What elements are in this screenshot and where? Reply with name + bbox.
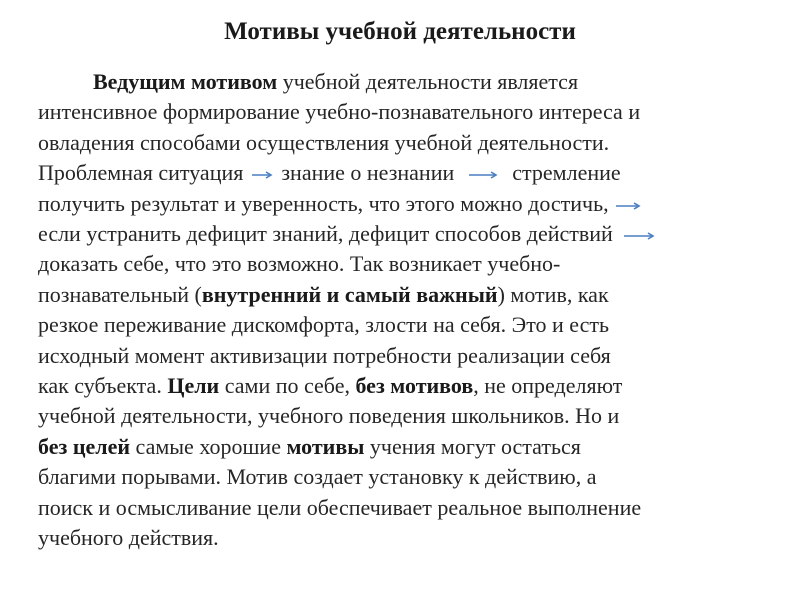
text-line-6 (38, 219, 788, 249)
text-line-1 (38, 67, 788, 97)
arrow-right-icon (468, 170, 498, 180)
text-fragment: знание о незнании (281, 160, 455, 186)
text-line-11 (38, 371, 788, 401)
body-text (38, 67, 788, 554)
text-line-15: поиск и осмысливание цели обеспечивает реальное выполнение (38, 494, 642, 520)
text-line-2: интенсивное формирование учебно-познавательного интереса и (38, 99, 641, 125)
text-fragment: ) мотив, как (497, 281, 609, 307)
text-line-16: учебного действия. (38, 525, 219, 551)
text-fragment: учения могут остаться (364, 433, 581, 459)
text-fragment: сами по себе, (219, 373, 356, 399)
text-line-13 (38, 432, 788, 462)
text-fragment: как субъекта. (38, 373, 168, 399)
text-line-3: овладения способами осуществления учебной деятельности. (38, 129, 610, 155)
text-fragment: учебной деятельности является (277, 69, 579, 94)
text-line-8 (38, 280, 788, 310)
arrow-right-icon (615, 201, 641, 211)
bold-goals: Цели (167, 373, 220, 399)
text-line-7: доказать себе, что это возможно. Так возникает учебно- (38, 251, 561, 277)
text-line-14: благими порывами. Мотив создает установку к действию, а (38, 464, 597, 490)
bold-leading-motive: Ведущим мотивом (93, 69, 278, 94)
text-fragment: познавательный ( (38, 281, 202, 307)
text-line-10: исходный момент активизации потребности реализации себя (38, 342, 611, 368)
text-fragment: самые хорошие (130, 433, 287, 459)
bold-without-motives: без мотивов (355, 373, 474, 399)
text-fragment: получить результат и уверенность, что этого можно достичь, (38, 190, 609, 216)
text-fragment: , не определяют (473, 373, 623, 399)
text-line-5 (38, 189, 788, 219)
bold-without-goals: без целей (38, 433, 131, 459)
text-line-4 (38, 158, 788, 188)
text-fragment: Проблемная ситуация (38, 160, 244, 186)
arrow-right-icon (251, 170, 273, 180)
bold-inner-motive: внутренний и самый важный (201, 281, 498, 307)
text-fragment: стремление (512, 160, 621, 186)
text-fragment: если устранить дефицит знаний, дефицит способов действий (38, 221, 613, 247)
text-line-9: резкое переживание дискомфорта, злости на себя. Это и есть (38, 312, 610, 338)
slide-title: Мотивы учебной деятельности (224, 18, 576, 45)
arrow-right-icon (623, 231, 655, 241)
text-line-12: учебной деятельности, учебного поведения школьников. Но и (38, 403, 620, 429)
bold-motives: мотивы (286, 433, 365, 459)
